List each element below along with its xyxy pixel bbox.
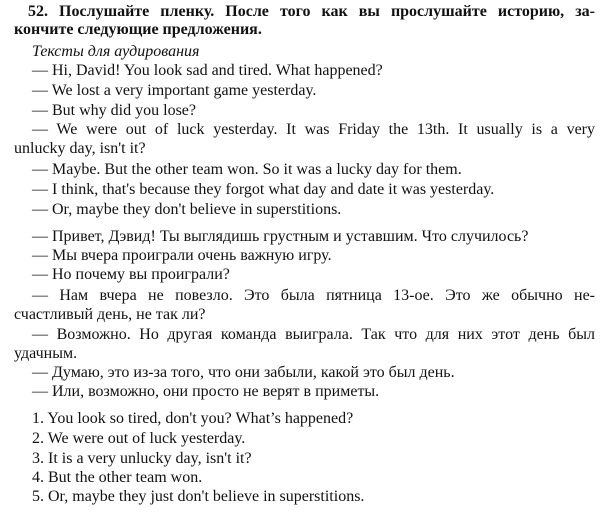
exercise-heading-line-2: кончите следующие предложения. <box>14 21 262 38</box>
dialogue-line: — Возможно. Но другая команда выиграла. Так что для них этот день был <box>32 326 595 343</box>
dialogue-line: — Or, maybe they don't believe in superstitions. <box>32 201 342 218</box>
dialogue-line-continued: unlucky day, isn't it? <box>14 140 146 157</box>
dialogue-line-continued: удачным. <box>14 345 78 362</box>
audio-texts-subheading: Тексты для аудирования <box>32 43 200 60</box>
dialogue-line: — Maybe. But the other team won. So it was a lucky day for them. <box>32 161 462 178</box>
answer-item: 5. Or, maybe they just don't believe in superstitions. <box>32 488 365 505</box>
exercise-heading-line-1: 52. Послушайте пленку. После того как вы прослушайте историю, за- <box>28 3 595 20</box>
dialogue-line: — We lost a very important game yesterday. <box>32 82 317 99</box>
answer-item: 4. But the other team won. <box>32 469 203 486</box>
dialogue-line-continued: счастливый день, не так ли? <box>14 306 206 323</box>
answer-item: 2. We were out of luck yesterday. <box>32 430 246 447</box>
dialogue-line: — Hi, David! You look sad and tired. What happened? <box>32 62 383 79</box>
dialogue-line: — Или, возможно, они просто не верят в приметы. <box>32 383 380 400</box>
dialogue-line: — Нам вчера не повезло. Это была пятница 13-ое. Это же обычно не- <box>32 287 595 304</box>
dialogue-line: — Думаю, это из-за того, что они забыли, какой это был день. <box>32 364 455 381</box>
dialogue-line: — Привет, Дэвид! Ты выглядишь грустным и уставшим. Что случилось? <box>32 228 529 245</box>
dialogue-line: — But why did you lose? <box>32 102 196 119</box>
dialogue-line: — We were out of luck yesterday. It was Friday the 13th. It usually is a very <box>32 121 595 138</box>
answer-item: 1. You look so tired, don't you? What’s happened? <box>32 410 354 427</box>
dialogue-line: — Но почему вы проиграли? <box>32 266 230 283</box>
dialogue-line: — I think, that's because they forgot what day and date it was yesterday. <box>32 181 495 198</box>
dialogue-line: — Мы вчера проиграли очень важную игру. <box>32 247 332 264</box>
answer-item: 3. It is a very unlucky day, isn't it? <box>32 450 252 467</box>
